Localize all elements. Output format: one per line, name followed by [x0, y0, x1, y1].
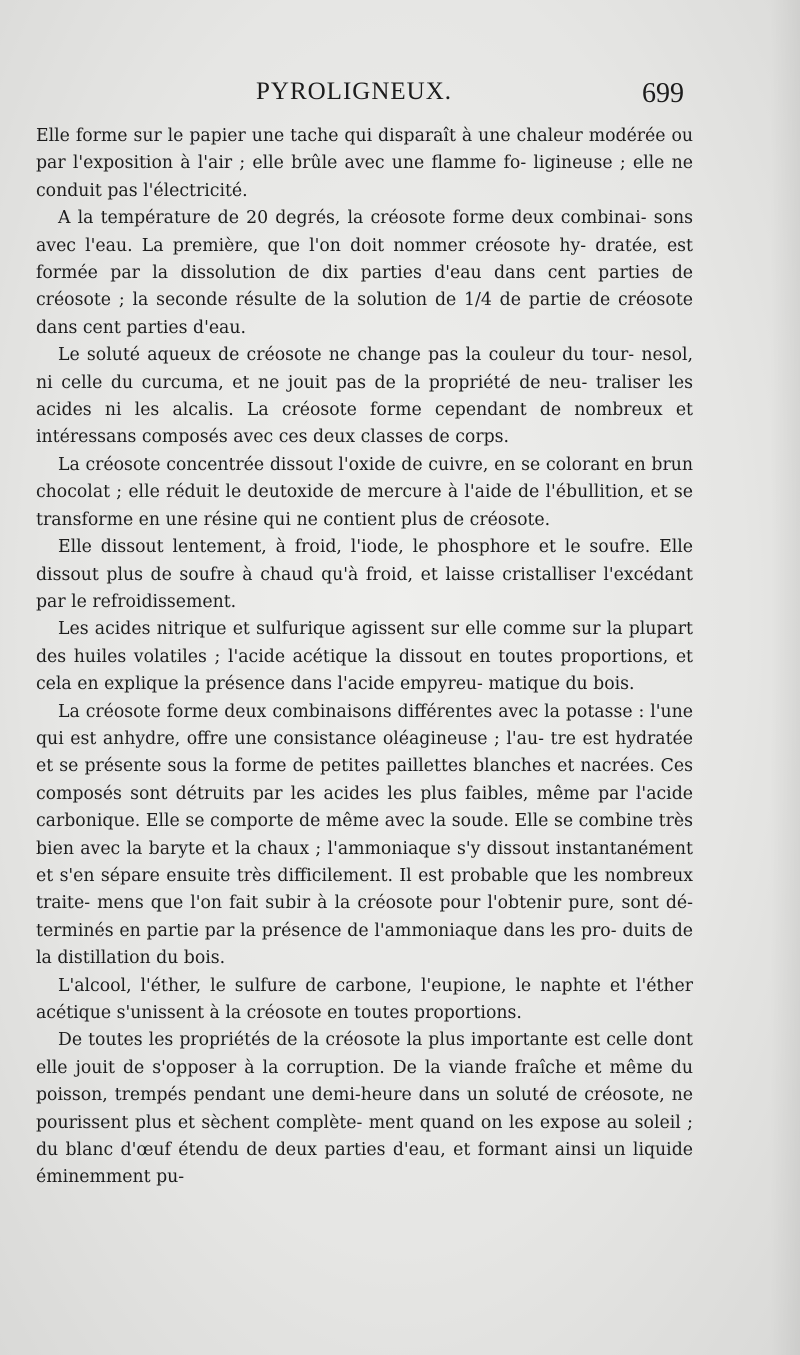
paragraph: A la température de 20 degrés, la créosote forme deux combinai- sons avec l'eau. La première, que l'on doit nommer créosote hy- dratée, est formée par la dissolution de dix parties d'eau dans cent parties de créosote ; la seconde résulte de la solution de 1/4 de partie de créosote dans cent parties d'eau. — [36, 208, 693, 338]
page-number: 699 — [642, 78, 684, 109]
page-header — [0, 78, 800, 118]
paragraph: Le soluté aqueux de créosote ne change pas la couleur du tour- nesol, ni celle du curcuma, et ne jouit pas de la propriété de neu- traliser les acides ni les alcalis. La créosote forme cependant de nombreux et intéressans composés avec ces deux classes de corps. — [36, 345, 693, 448]
running-head: PYROLIGNEUX. — [256, 78, 453, 105]
body-text — [36, 123, 693, 1192]
paragraph: Les acides nitrique et sulfurique agissent sur elle comme sur la plupart des huiles volatiles ; l'acide acétique la dissout en toutes proportions, et cela en explique la présence dans l'acide empyreu- matique du bois. — [36, 619, 693, 695]
paragraph: Elle dissout lentement, à froid, l'iode, le phosphore et le soufre. Elle dissout plus de soufre à chaud qu'à froid, et laisse cristalliser l'excédant par le refroidissement. — [36, 537, 693, 612]
paragraph: La créosote forme deux combinaisons différentes avec la potasse : l'une qui est anhydre, offre une consistance oléagineuse ; l'au- tre est hydratée et se présente sous la forme de petites paillettes blanches et nacrées. Ces composés sont détruits par les acides les plus faibles, même par l'acide carbonique. Elle se comporte de même avec la soude. Elle se combine très bien avec la baryte et la chaux ; l'ammoniaque s'y dissout instantanément et s'en sépare ensuite très difficilement. Il est probable que les nombreux traite- mens que l'on fait subir à la créosote pour l'obtenir pure, sont dé- terminés en partie par la présence de l'ammoniaque dans les pro- duits de la distillation du bois. — [36, 701, 693, 969]
paragraph: La créosote concentrée dissout l'oxide de cuivre, en se colorant en brun chocolat ; elle réduit le deutoxide de mercure à l'aide de l'ébullition, et se transforme en une résine qui ne contient plus de créosote. — [36, 454, 693, 530]
paragraph: L'alcool, l'éther, le sulfure de carbone, l'eupione, le naphte et l'éther acétique s'unissent à la créosote en toutes proportions. — [36, 975, 693, 1023]
paragraph: Elle forme sur le papier une tache qui disparaît à une chaleur modérée ou par l'exposition à l'air ; elle brûle avec une flamme fo- ligineuse ; elle ne conduit pas l'électricité. — [36, 126, 693, 201]
page-edge-shadow — [770, 0, 800, 1355]
paragraph: De toutes les propriétés de la créosote la plus importante est celle dont elle jouit de s'opposer à la corruption. De la viande fraîche et même du poisson, trempés pendant une demi-heure dans un soluté de créosote, ne pourissent plus et sèchent complète- ment quand on les expose au soleil ; du blanc d'œuf étendu de deux parties d'eau, et formant ainsi un liquide éminemment pu- — [36, 1030, 693, 1188]
